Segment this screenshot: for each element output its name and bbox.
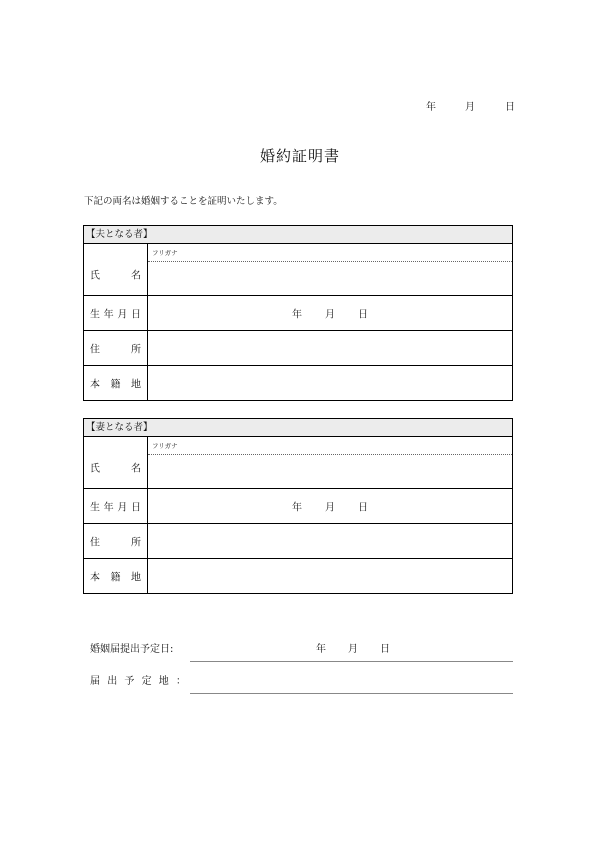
wife-domicile-row	[84, 559, 512, 593]
wife-name-field[interactable]	[148, 437, 512, 488]
name-label: 氏 名	[84, 437, 148, 488]
address-label: 住 所	[84, 524, 148, 558]
submit-date-field[interactable]	[190, 661, 513, 662]
husband-address-row	[84, 331, 512, 366]
wife-address-row	[84, 524, 512, 559]
wife-address-field[interactable]	[148, 524, 512, 558]
furigana-divider	[148, 454, 512, 455]
husband-address-field[interactable]	[148, 331, 512, 365]
birth-label: 生 年 月 日	[84, 489, 148, 523]
date-month: 月	[465, 102, 475, 113]
wife-heading: 【妻となる者】	[84, 419, 512, 437]
domicile-label: 本 籍 地	[84, 559, 148, 593]
wife-birth-row	[84, 489, 512, 524]
wife-domicile-field[interactable]	[148, 559, 512, 593]
wife-name-row	[84, 437, 512, 489]
submit-day: 日	[380, 644, 390, 655]
submit-date-label: 婚姻届提出予定日:	[90, 644, 174, 655]
husband-section	[83, 225, 513, 401]
date-day: 日	[505, 102, 515, 113]
domicile-label: 本 籍 地	[84, 366, 148, 400]
submit-month: 月	[348, 644, 358, 655]
birth-label: 生 年 月 日	[84, 296, 148, 330]
date-year: 年	[426, 102, 436, 113]
furigana-divider	[148, 261, 512, 262]
submit-place-field[interactable]	[190, 693, 513, 694]
name-label: 氏 名	[84, 244, 148, 295]
document-title: 婚約証明書	[259, 147, 340, 165]
wife-section	[83, 418, 513, 594]
document-date	[0, 98, 600, 114]
husband-domicile-field[interactable]	[148, 366, 512, 400]
submit-place-label: 届 出 予 定 地 ：	[90, 676, 186, 687]
submit-year: 年	[316, 644, 326, 655]
furigana-label: フリガナ	[152, 249, 178, 257]
intro-text: 下記の両名は婚姻することを証明いたします。	[84, 196, 283, 207]
husband-name-field[interactable]	[148, 244, 512, 295]
husband-domicile-row	[84, 366, 512, 400]
husband-birth-row	[84, 296, 512, 331]
wife-birth-field[interactable]: 年 月 日	[292, 502, 368, 514]
husband-heading: 【夫となる者】	[84, 226, 512, 244]
husband-birth-field[interactable]: 年 月 日	[292, 309, 368, 321]
husband-name-row	[84, 244, 512, 296]
furigana-label: フリガナ	[152, 442, 178, 450]
address-label: 住 所	[84, 331, 148, 365]
